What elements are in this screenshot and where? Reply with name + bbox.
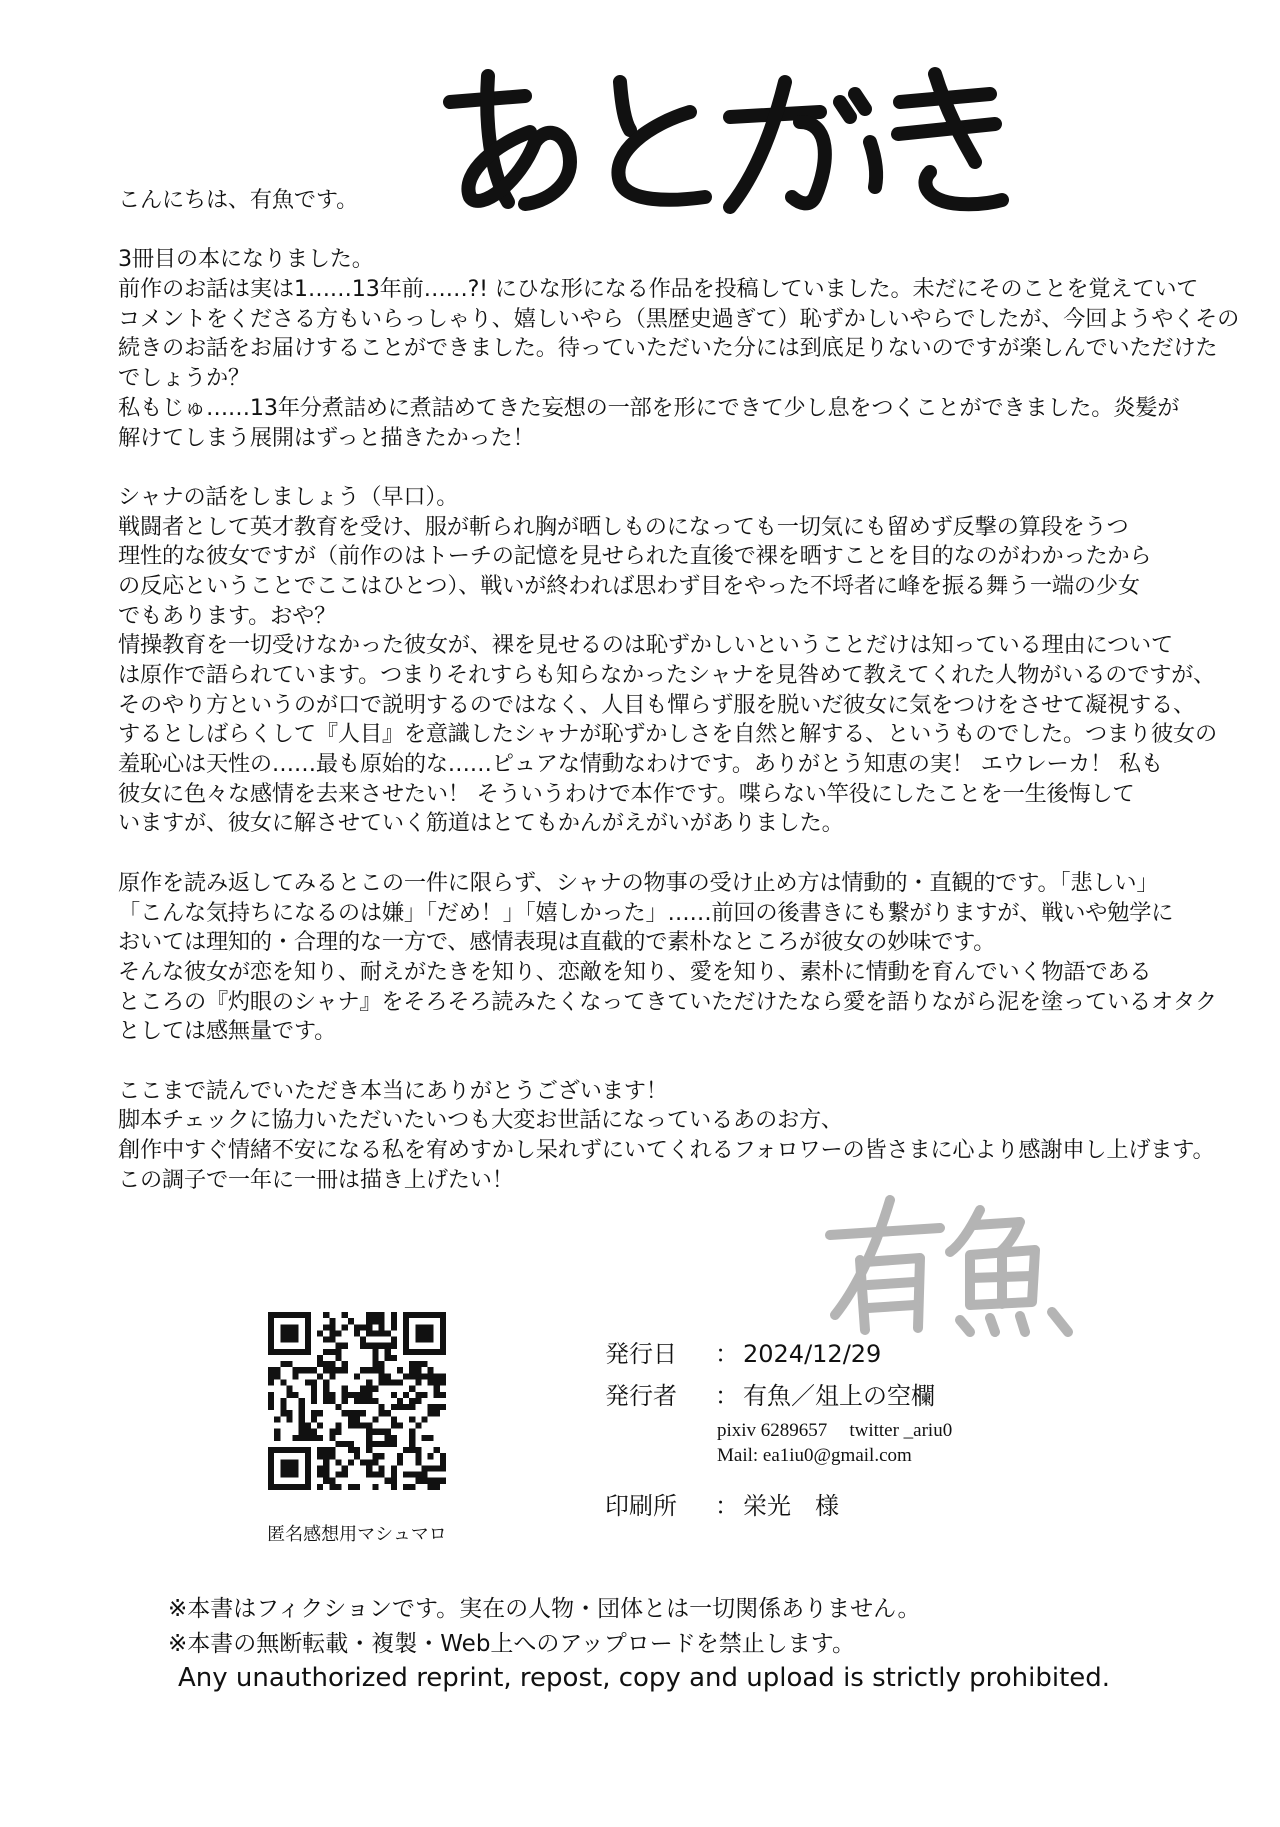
afterword-body <box>118 186 1240 1195</box>
issue-date: 2024/12/29 <box>743 1340 882 1368</box>
issue-date-label: 発行日 <box>605 1340 677 1368</box>
text-line: そんな彼女が恋を知り、耐えがたきを知り、恋敵を知り、愛を知り、素朴に情動を育んでいく物語である <box>118 958 1152 985</box>
reprint-prohibited-notice: ※本書の無断転載・複製・Web上へのアップロードを禁止します。 <box>168 1631 855 1657</box>
printer-row <box>605 1486 952 1528</box>
separator: ： <box>715 1492 739 1520</box>
text-line: するとしばらくして『人目』を意識したシャナが恥ずかしさを自然と解する、というものでした。つまり彼女の <box>118 721 1217 748</box>
qr-code[interactable] <box>268 1312 446 1490</box>
publisher-row <box>605 1376 952 1418</box>
text-line: そのやり方というのが口で説明するのではなく、人目も憚らず服を脱いだ彼女に気をつけをさせて凝視する、 <box>118 691 1195 718</box>
text-line: おいては理知的・合理的な一方で、感情表現は直截的で素朴なところが彼女の妙味です。 <box>118 929 996 956</box>
text-line: 羞恥心は天性の……最も原始的な……ピュアな情動なわけです。ありがとう知恵の実！ エウレーカ！ 私も <box>118 751 1163 778</box>
paragraph-gap <box>118 1047 1198 1077</box>
paragraph-gap <box>118 216 1198 246</box>
text-line: 戦闘者として英才教育を受け、服が斬られ胸が晒しものになっても一切気にも留めず反撃の算段をうつ <box>118 513 1129 540</box>
mail-address: Mail: ea1iu0@gmail.com <box>717 1445 912 1466</box>
paragraph <box>118 186 1198 216</box>
text-line: 原作を読み返してみるとこの一件に限らず、シャナの物事の受け止め方は情動的・直観的です。「悲しい」 <box>118 869 1159 896</box>
qr-section <box>262 1312 482 1546</box>
text-line: この調子で一年に一冊は描き上げたい！ <box>118 1166 514 1193</box>
separator: ： <box>715 1382 739 1410</box>
issue-date-row <box>605 1334 952 1376</box>
printer-label: 印刷所 <box>605 1492 677 1520</box>
text-line: ここまで読んでいただき本当にありがとうございます！ <box>118 1077 668 1104</box>
paragraph <box>118 869 1217 1047</box>
text-line: でもあります。おや？ <box>118 602 337 629</box>
signature-mark <box>820 1190 1090 1340</box>
text-line: 情操教育を一切受けなかった彼女が、裸を見せるのは恥ずかしいということだけは知っている理由について <box>118 632 1173 659</box>
fiction-notice: ※本書はフィクションです。実在の人物・団体とは一切関係ありません。 <box>168 1596 921 1622</box>
colophon <box>605 1334 952 1528</box>
printer-name: 栄光 様 <box>743 1492 839 1520</box>
qr-caption: 匿名感想用マシュマロ <box>267 1524 447 1545</box>
text-line: 私もじゅ……13年分煮詰めに煮詰めてきた妄想の一部を形にできて少し息をつくことができました。炎髪が <box>118 394 1180 421</box>
text-line: コメントをくださる方もいらっしゃり、嬉しいやら（黒歴史過ぎて）恥ずかしいやらでしたが、今回ようやくその <box>118 305 1240 332</box>
text-line: こんにちは、有魚です。 <box>118 187 359 213</box>
legal-notices <box>168 1592 1110 1694</box>
text-line: 彼女に色々な感情を去来させたい！ そういうわけで本作です。喋らない竿役にしたことを一生後悔して <box>118 780 1135 807</box>
text-line: は原作で語られています。つまりそれすらも知らなかったシャナを見咎めて教えてくれた人物がいるのですが、 <box>118 662 1216 688</box>
pixiv-id: pixiv 6289657 <box>717 1420 828 1441</box>
text-line: 創作中すぐ情緒不安になる私を宥めすかし呆れずにいてくれるフォロワーの皆さまに心より感謝申し上げます。 <box>118 1137 1215 1163</box>
text-line: 「こんな気持ちになるのは嫌」「だめ！」「嬉しかった」……前回の後書きにも繋がりますが、戦いや勉学に <box>118 899 1174 926</box>
twitter-id: twitter _ariu0 <box>849 1420 953 1441</box>
text-line: ところの『灼眼のシャナ』をそろそろ読みたくなってきていただけたなら愛を語りながら泥を塗っているオタク <box>118 988 1217 1015</box>
publisher-label: 発行者 <box>605 1382 677 1410</box>
text-line: 理性的な彼女ですが（前作のはトーチの記憶を見せられた直後で裸を晒すことを目的なのがわかったから <box>118 543 1152 570</box>
text-line: 続きのお話をお届けすることができました。待っていただいた分には到底足りないのですが楽しんでいただけた <box>118 335 1218 362</box>
text-line: いますが、彼女に解させていく筋道はとてもかんがえがいがありました。 <box>118 810 844 837</box>
social-links <box>605 1418 952 1443</box>
publisher-name: 有魚／俎上の空欄 <box>743 1382 935 1410</box>
text-line: としては感無量です。 <box>118 1018 337 1045</box>
author-signature <box>820 1190 1090 1340</box>
text-line: 脚本チェックに協力いただいたいつも大変お世話になっているあのお方、 <box>118 1107 843 1134</box>
separator: ： <box>715 1340 739 1368</box>
paragraph-gap <box>118 839 1198 869</box>
english-prohibited-notice: Any unauthorized reprint, repost, copy and upload is strictly prohibited. <box>178 1663 1111 1693</box>
text-line: 3冊目の本になりました。 <box>118 246 374 273</box>
paragraph <box>118 245 1240 453</box>
text-line: 解けてしまう展開はずっと描きたかった！ <box>118 424 535 451</box>
paragraph <box>118 483 1217 839</box>
text-line: の反応ということでここはひとつ）、戦いが終われば思わず目をやった不埒者に峰を振る舞う一端の少女 <box>118 572 1140 599</box>
paragraph-gap <box>118 453 1198 483</box>
text-line: 前作のお話は実は1……13年前……?! にひな形になる作品を投稿していました。未だにそのことを覚えていて <box>118 276 1199 303</box>
paragraph <box>118 1077 1215 1196</box>
text-line: シャナの話をしましょう（早口）。 <box>118 483 459 510</box>
text-line: でしょうか？ <box>118 365 250 392</box>
